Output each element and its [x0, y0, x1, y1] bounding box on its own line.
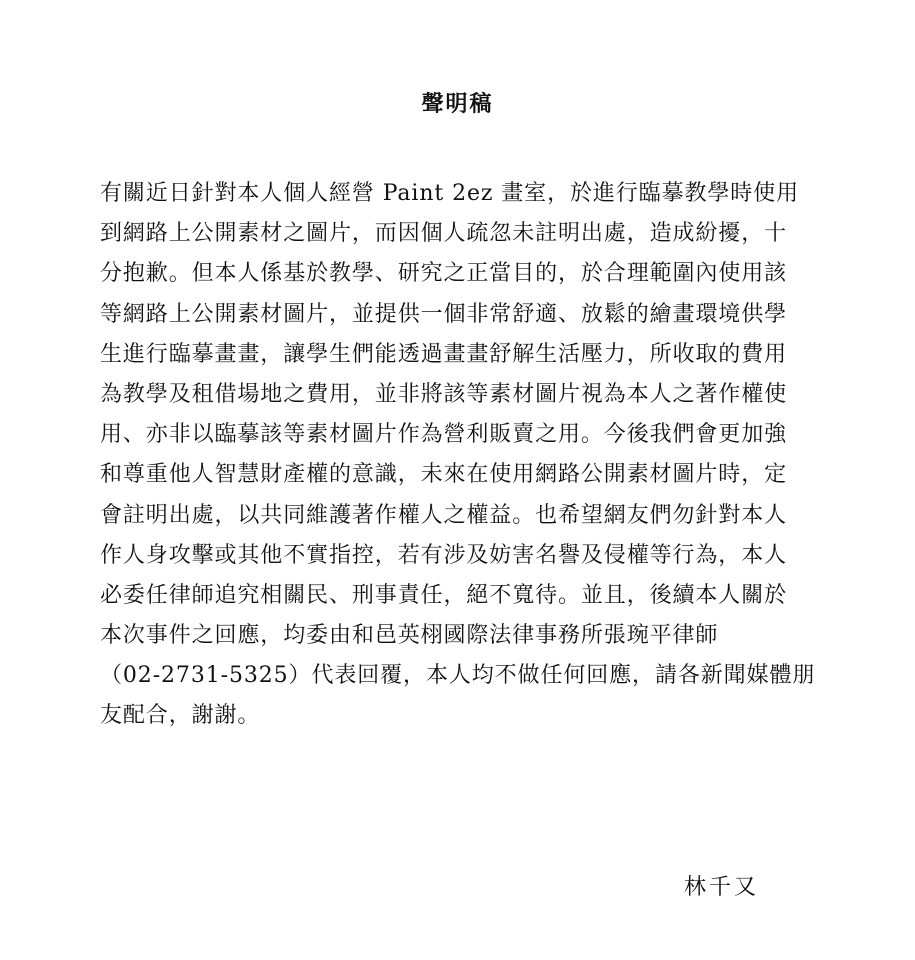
document-title: 聲明稿 [421, 91, 494, 117]
body-line: 作人身攻擊或其他不實指控，若有涉及妨害名譽及侵權等行為，本人 [100, 542, 788, 568]
body-line: 必委任律師追究相關民、刑事責任，絕不寬待。並且，後續本人關於 [100, 582, 788, 608]
body-line: 會註明出處，以共同維護著作權人之權益。也希望網友們勿針對本人 [100, 502, 788, 528]
body-line: 友配合，謝謝。 [100, 703, 261, 729]
body-line: 有關近日針對本人個人經營 Paint 2ez 畫室，於進行臨摹教學時使用 [100, 181, 799, 206]
body-line: 為教學及租借場地之費用，並非將該等素材圖片視為本人之著作權使 [100, 381, 788, 407]
statement-body [100, 174, 830, 737]
body-line: （02-2731-5325）代表回覆，本人均不做任何回應，請各新聞媒體朋 [100, 663, 816, 689]
body-line: 本次事件之回應，均委由和邑英栩國際法律事務所張琬平律師 [100, 623, 719, 649]
body-line: 用、亦非以臨摹該等素材圖片作為營利販賣之用。今後我們會更加強 [100, 422, 788, 448]
signature-name: 林千又 [684, 875, 760, 900]
body-line: 分抱歉。但本人係基於教學、研究之正當目的，於合理範圍內使用該 [100, 261, 788, 287]
body-line: 生進行臨摹畫畫，讓學生們能透過畫畫舒解生活壓力，所收取的費用 [100, 341, 788, 367]
body-line: 到網路上公開素材之圖片，而因個人疏忽未註明出處，造成紛擾，十 [100, 221, 788, 247]
body-line: 等網路上公開素材圖片，並提供一個非常舒適、放鬆的繪畫環境供學 [100, 301, 788, 327]
body-line: 和尊重他人智慧財產權的意識，未來在使用網路公開素材圖片時，定 [100, 462, 788, 488]
